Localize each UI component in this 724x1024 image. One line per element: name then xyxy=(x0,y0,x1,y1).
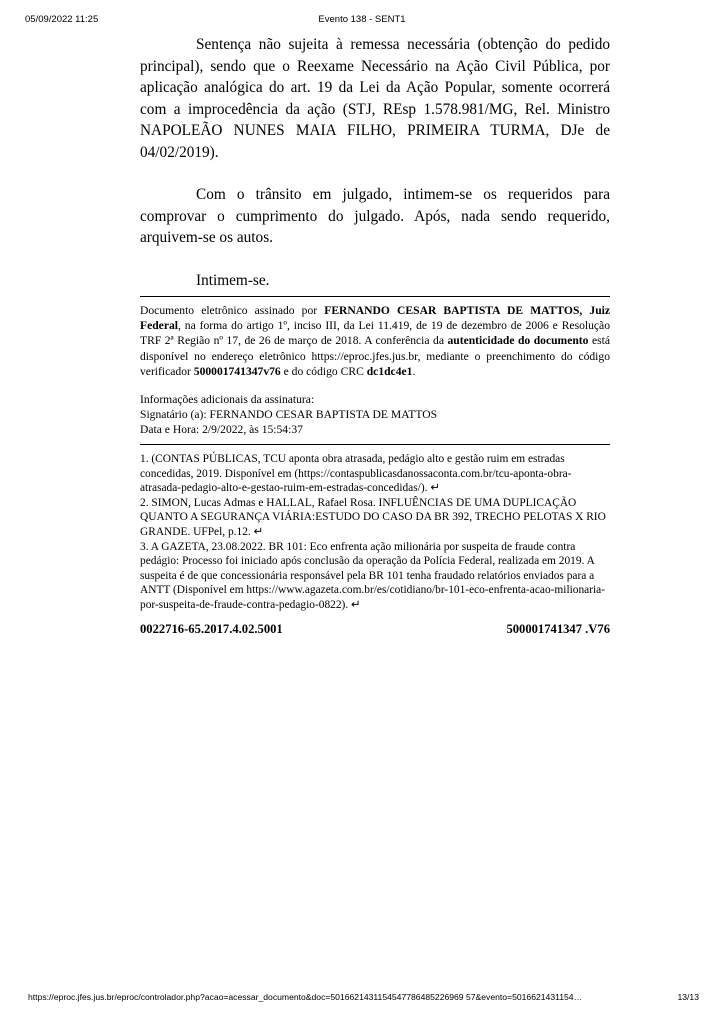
body-paragraph-1: Sentença não sujeita à remessa necessária (obtenção do pedido principal), sendo que o Reexame Necessário na Ação Civil Pública, por aplicação analógica do art. 19 da Lei da Ação Popular, somente ocorrerá com a improcedência da ação (STJ, REsp 1.578.981/MG, Rel. Ministro NAPOLEÃO NUNES MAIA FILHO, PRIMEIRA TURMA, DJe de 04/02/2019). xyxy=(140,36,610,161)
footnote-item: 3. A GAZETA, 23.08.2022. BR 101: Eco enfrenta ação milionária por suspeita de fraude contra pedágio: Processo foi iniciado após conclusão da operação da Polícia Federal, realizada em 2019. A suspeita é de que concessionária responsável pela BR 101 tenha fraudado relatórios enviados para a ANTT (Disponível em https://www.agazeta.com.br/es/cotidiano/br-101-eco-enfrenta-acao-milionaria-por-suspeita-de-fraude-contra-pedagio-0822). ↵ xyxy=(140,540,606,611)
footnotes-section xyxy=(140,444,610,613)
authenticity-label: autenticidade do documento xyxy=(447,334,589,348)
divider-footnotes xyxy=(140,444,610,445)
footer-page-count: 13/13 xyxy=(677,992,699,1002)
footnote-item: 1. (CONTAS PÚBLICAS, TCU aponta obra atrasada, pedágio alto e gestão ruim em estradas concedidas, 2019. Disponível em (https://contaspublicasdanossaconta.com.br/tcu-aponta-obra-atrasada-pedagio-alto-e-gestao-ruim-em-estradas-concedidas/). ↵ xyxy=(140,453,572,495)
footnote-item: 2. SIMON, Lucas Admas e HALLAL, Rafael Rosa. INFLUÊNCIAS DE UMA DUPLICAÇÃO QUANTO A SEGURANÇA VIÁRIA:ESTUDO DO CASO DA BR 392, TRECHO PELOTAS X RIO GRANDE. UFPel, p.12. ↵ xyxy=(140,496,606,538)
signature-line-1-pre: Documento eletrônico assinado por xyxy=(140,304,325,317)
signature-line-1-post: , na forma do artigo 1º, inciso III, da Lei 11.419, de 19 de dezembro de 2006 e Resolução TRF 2ª Região nº 17, de 26 de março de 2018. A conferência da xyxy=(140,319,610,348)
process-number: 0022716-65.2017.4.02.5001 xyxy=(140,622,283,636)
header-timestamp: 05/09/2022 11:25 xyxy=(25,14,99,25)
crc-code: dc1dc4e1 xyxy=(366,364,413,378)
signature-line-3-end: . xyxy=(412,364,416,378)
footnotes-list xyxy=(140,452,610,613)
signature-datetime: Data e Hora: 2/9/2022, às 15:54:37 xyxy=(140,423,303,437)
signature-line-2: está disponível no endereço eletrônico https://eproc.jfes.jus.br, mediante o preenchimento do código verificador xyxy=(140,334,610,378)
document-code: 500001741347 .V76 xyxy=(506,622,610,636)
signature-statement xyxy=(140,303,610,379)
footer-url: https://eproc.jfes.jus.br/eproc/controlador.php?acao=acessar_documento&doc=5016621431154547786485226969 57&evento=5016621431154… xyxy=(28,992,583,1002)
signature-extra-info xyxy=(140,392,610,438)
body-paragraph-3: Intimem-se. xyxy=(196,271,270,289)
print-footer xyxy=(0,992,724,1006)
signature-block xyxy=(140,296,610,438)
print-header xyxy=(0,14,724,28)
signature-line-3: e do código CRC xyxy=(280,364,367,378)
document-body xyxy=(140,34,610,291)
body-paragraph-2: Com o trânsito em julgado, intimem-se os requeridos para comprovar o cumprimento do julgado. Após, nada sendo requerido, arquivem-se os autos. xyxy=(140,186,610,246)
paragraph-gap xyxy=(140,163,610,184)
signature-extra-title: Informações adicionais da assinatura: xyxy=(140,393,315,407)
paragraph-gap xyxy=(140,249,610,270)
verifier-code: 500001741347v76 xyxy=(193,364,281,378)
header-event-title: Evento 138 - SENT1 xyxy=(318,14,406,25)
signer-name: FERNANDO CESAR BAPTISTA DE MATTOS, Juiz Federal xyxy=(140,304,611,333)
divider-top xyxy=(140,296,610,297)
signature-signatory: Signatário (a): FERNANDO CESAR BAPTISTA DE MATTOS xyxy=(140,408,438,422)
